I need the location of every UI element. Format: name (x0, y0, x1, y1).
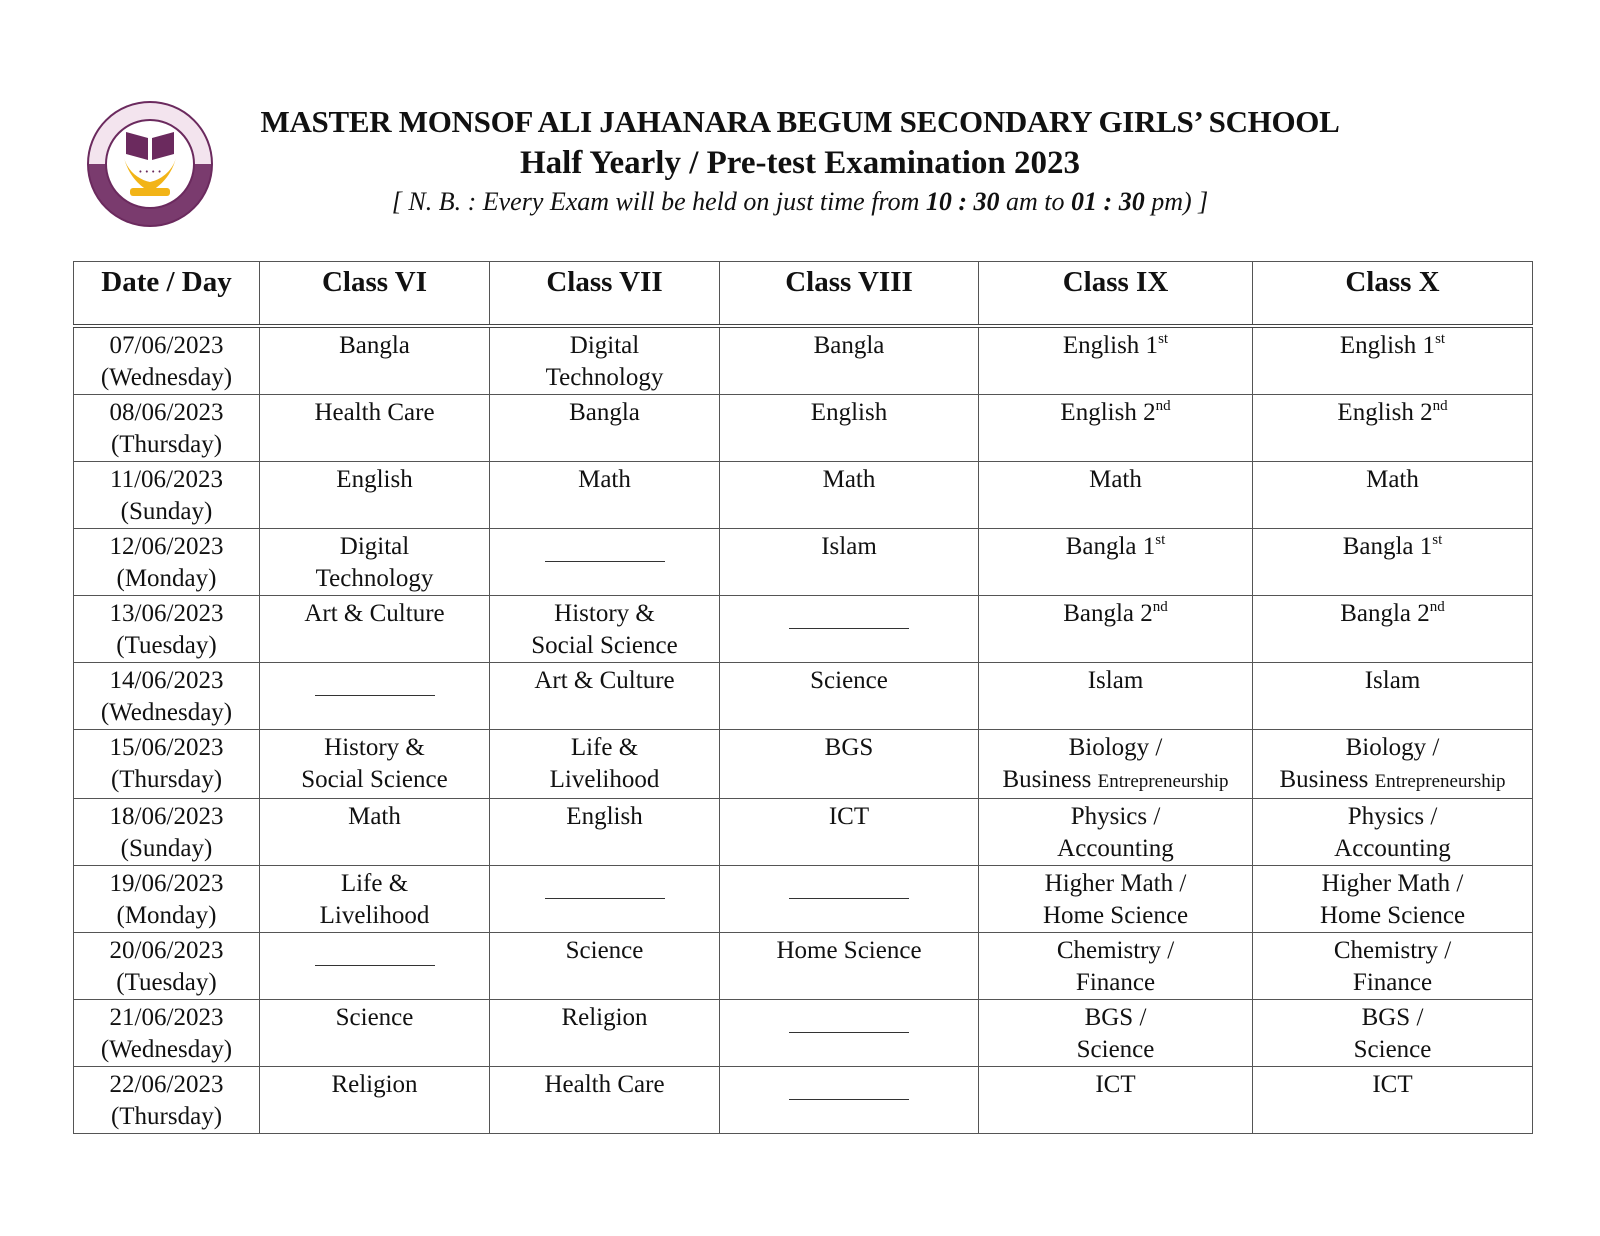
ordinal-suffix: st (1435, 331, 1446, 347)
ordinal-suffix: nd (1432, 398, 1448, 414)
subject-text: Science (810, 667, 888, 694)
exam-date: 19/06/2023 (109, 870, 224, 897)
exam-time-note (220, 185, 1380, 219)
school-name: MASTER MONSOF ALI JAHANARA BEGUM SECONDARY GIRLS’ SCHOOL (260, 104, 1340, 139)
exam-day: (Wednesday) (100, 364, 233, 391)
subject-text: Bangla 1 (1065, 533, 1156, 560)
subject-cell-class-ix (979, 596, 1253, 663)
subject-line (722, 801, 976, 833)
exam-date: 14/06/2023 (109, 667, 224, 694)
subject-cell-class-ix (979, 866, 1253, 933)
no-exam-dash (315, 965, 435, 966)
date-day-cell (74, 529, 260, 596)
subject-text: English 2 (1060, 399, 1156, 426)
subject-cell-class-vii (490, 529, 720, 596)
date-day-cell (74, 866, 260, 933)
ordinal-suffix: st (1432, 532, 1443, 548)
subject-text: Digital (569, 332, 640, 359)
school-logo (86, 100, 214, 228)
exam-date: 12/06/2023 (109, 533, 224, 560)
subject-text: English 1 (1339, 332, 1436, 359)
exam-day: (Sunday) (120, 835, 213, 862)
subject-cell-class-ix (979, 326, 1253, 395)
subject-cell-class-viii (720, 933, 979, 1000)
subject-text: Finance (1352, 969, 1433, 996)
subject-line (722, 397, 976, 429)
exam-date: 15/06/2023 (109, 734, 224, 761)
subject-cell-class-vii (490, 596, 720, 663)
subject-line (722, 531, 976, 563)
no-exam-dash (545, 898, 665, 899)
subject-text: Business (1279, 766, 1375, 793)
subject-line (1255, 330, 1530, 362)
date-day-cell (74, 933, 260, 1000)
subject-cell-class-ix (979, 799, 1253, 866)
subject-cell-class-vii (490, 663, 720, 730)
subject-cell-class-vii (490, 799, 720, 866)
subject-text: English 2 (1337, 399, 1433, 426)
date-day-cell (74, 462, 260, 529)
exam-day: (Thursday) (110, 1103, 223, 1130)
subject-line (492, 764, 717, 796)
table-row (74, 866, 1533, 933)
subject-text: Livelihood (549, 766, 660, 793)
subject-text: Home Science (1042, 902, 1189, 929)
date-day-cell (74, 326, 260, 395)
subject-line (1255, 801, 1530, 833)
column-header-class-viii: Class VIII (720, 262, 979, 327)
subject-text: Math (348, 803, 401, 830)
subject-text: English (810, 399, 888, 426)
subject-text: Science (1076, 1036, 1155, 1063)
subject-cell-class-vi (260, 596, 490, 663)
subject-text: English (566, 803, 643, 830)
subject-text: Livelihood (319, 902, 430, 929)
table-row (74, 663, 1533, 730)
column-header-class-vi: Class VI (260, 262, 490, 327)
subject-cell-class-viii (720, 730, 979, 799)
exam-date: 22/06/2023 (109, 1071, 224, 1098)
subject-cell-class-vi (260, 529, 490, 596)
exam-day: (Tuesday) (116, 969, 217, 996)
date-day-cell (74, 596, 260, 663)
subject-text: Islam (821, 533, 877, 560)
subject-cell-class-x (1253, 1000, 1533, 1067)
table-row (74, 799, 1533, 866)
subject-cell-class-vi (260, 1000, 490, 1067)
subject-cell-class-x (1253, 799, 1533, 866)
note-suffix: pm) ] (1144, 187, 1209, 216)
subject-line (1255, 732, 1530, 764)
subject-line (262, 900, 487, 932)
subject-cell-class-vii (490, 730, 720, 799)
exam-date: 11/06/2023 (110, 466, 223, 493)
subject-line (981, 397, 1250, 429)
subject-cell-class-vii (490, 933, 720, 1000)
subject-line (981, 732, 1250, 764)
ordinal-suffix: nd (1155, 398, 1171, 414)
date-day-cell (74, 730, 260, 799)
subject-line (1255, 464, 1530, 496)
subject-line (981, 1002, 1250, 1034)
subject-cell-class-ix (979, 1067, 1253, 1134)
subject-cell-class-ix (979, 395, 1253, 462)
subject-line (1255, 967, 1530, 999)
subject-line (492, 598, 717, 630)
subject-text: Math (578, 466, 631, 493)
subject-cell-class-x (1253, 326, 1533, 395)
date-day-cell (74, 395, 260, 462)
subject-text: English (336, 466, 413, 493)
exam-date: 20/06/2023 (109, 937, 224, 964)
subject-text: Technology (545, 364, 664, 391)
subject-text: BGS / (1361, 1004, 1424, 1031)
subject-line (722, 732, 976, 764)
subject-text: Technology (315, 565, 434, 592)
subject-cell-class-vi (260, 462, 490, 529)
subject-line (262, 1002, 487, 1034)
no-exam-dash (789, 1032, 909, 1033)
no-exam-dash (789, 1099, 909, 1100)
subject-line (492, 362, 717, 394)
ordinal-suffix: st (1158, 331, 1169, 347)
subject-cell-class-ix (979, 663, 1253, 730)
subject-cell-class-x (1253, 730, 1533, 799)
subject-line (1255, 1002, 1530, 1034)
subject-text: Religion (331, 1071, 418, 1098)
subject-line (492, 665, 717, 697)
subject-cell-class-ix (979, 933, 1253, 1000)
subject-line (1255, 833, 1530, 865)
subject-line (262, 563, 487, 595)
ordinal-suffix: nd (1429, 599, 1445, 615)
subject-text: Science (565, 937, 644, 964)
school-emblem-icon (86, 100, 214, 228)
subject-text: Home Science (1319, 902, 1466, 929)
subject-text: Biology / (1068, 734, 1163, 761)
subject-cell-class-viii (720, 1067, 979, 1134)
subject-line (1255, 665, 1530, 697)
subject-text: Art & Culture (304, 600, 445, 627)
subject-line (492, 464, 717, 496)
subject-line (722, 935, 976, 967)
subject-cell-class-x (1253, 395, 1533, 462)
subject-cell-class-viii (720, 462, 979, 529)
table-body (74, 326, 1533, 1134)
no-exam-dash (789, 628, 909, 629)
subject-cell-class-viii (720, 596, 979, 663)
exam-date: 18/06/2023 (109, 803, 224, 830)
subject-line (981, 868, 1250, 900)
subject-cell-class-viii (720, 866, 979, 933)
table-row (74, 395, 1533, 462)
subject-cell-class-ix (979, 462, 1253, 529)
subject-line (1255, 868, 1530, 900)
subject-line (262, 531, 487, 563)
subject-cell-class-viii (720, 326, 979, 395)
subject-text: Math (822, 466, 876, 493)
subject-text: Health Care (314, 399, 435, 426)
subject-line (722, 330, 976, 362)
subject-line (981, 935, 1250, 967)
date-day-cell (74, 799, 260, 866)
table-header-row (74, 262, 1533, 327)
subject-text: Bangla 1 (1342, 533, 1433, 560)
subject-cell-class-vii (490, 395, 720, 462)
note-mid: am to (999, 187, 1072, 216)
subject-cell-class-vi (260, 730, 490, 799)
svg-text:• • • •: • • • • (138, 168, 162, 176)
exam-routine-table (73, 261, 1533, 1134)
subject-cell-class-x (1253, 933, 1533, 1000)
subject-text: Digital (339, 533, 410, 560)
subject-cell-class-viii (720, 529, 979, 596)
subject-text: Social Science (301, 766, 448, 793)
subject-text: BGS / (1084, 1004, 1147, 1031)
subject-line (981, 598, 1250, 630)
subject-cell-class-vi (260, 933, 490, 1000)
exam-date: 08/06/2023 (109, 399, 224, 426)
column-header-class-ix: Class IX (979, 262, 1253, 327)
exam-day: (Wednesday) (100, 1036, 233, 1063)
subject-line (981, 1034, 1250, 1066)
subject-line (492, 1002, 717, 1034)
subject-text: Bangla 2 (1063, 600, 1153, 627)
subject-cell-class-viii (720, 663, 979, 730)
document-header (220, 104, 1380, 219)
subject-cell-class-viii (720, 395, 979, 462)
subject-subtext: Entrepreneurship (1097, 771, 1229, 792)
subject-text: Bangla (569, 399, 640, 426)
subject-line (262, 732, 487, 764)
table-row (74, 462, 1533, 529)
subject-cell-class-vii (490, 1000, 720, 1067)
subject-line (492, 397, 717, 429)
exam-day: (Sunday) (120, 498, 213, 525)
subject-text: Physics / (1070, 803, 1161, 830)
subject-text: History & (324, 734, 425, 761)
subject-text: Physics / (1347, 803, 1438, 830)
subject-text: Math (1366, 466, 1419, 493)
subject-text: Home Science (776, 937, 922, 964)
subject-text: History & (554, 600, 655, 627)
exam-day: (Monday) (116, 902, 217, 929)
exam-day: (Wednesday) (100, 699, 233, 726)
subject-text: Science (335, 1004, 414, 1031)
subject-text: Bangla (339, 332, 410, 359)
subject-cell-class-x (1253, 462, 1533, 529)
subject-line (981, 1069, 1250, 1101)
table-row (74, 326, 1533, 395)
table-row (74, 596, 1533, 663)
note-start-time: 10 : 30 (925, 187, 1000, 216)
subject-line (262, 868, 487, 900)
subject-line (262, 1069, 487, 1101)
date-day-cell (74, 1000, 260, 1067)
ordinal-suffix: nd (1152, 599, 1168, 615)
subject-cell-class-vi (260, 326, 490, 395)
subject-text: Life & (340, 870, 409, 897)
subject-line (492, 801, 717, 833)
subject-line (981, 833, 1250, 865)
subject-line (262, 801, 487, 833)
subject-text: ICT (1095, 1071, 1136, 1098)
subject-line (981, 967, 1250, 999)
subject-cell-class-vii (490, 1067, 720, 1134)
subject-subtext: Entrepreneurship (1374, 771, 1506, 792)
subject-cell-class-ix (979, 1000, 1253, 1067)
exam-day: (Thursday) (110, 431, 223, 458)
subject-text: Chemistry / (1056, 937, 1175, 964)
subject-line (981, 900, 1250, 932)
exam-day: (Tuesday) (116, 632, 217, 659)
exam-day: (Monday) (116, 565, 217, 592)
table-row (74, 529, 1533, 596)
subject-line (981, 531, 1250, 563)
subject-text: Accounting (1334, 835, 1451, 862)
subject-line (1255, 900, 1530, 932)
subject-cell-class-ix (979, 730, 1253, 799)
subject-line (1255, 397, 1530, 429)
subject-cell-class-x (1253, 1067, 1533, 1134)
subject-line (981, 330, 1250, 362)
subject-cell-class-viii (720, 1000, 979, 1067)
subject-text: Bangla 2 (1340, 600, 1430, 627)
subject-line (1255, 1069, 1530, 1101)
subject-line (722, 665, 976, 697)
subject-text: Life & (570, 734, 639, 761)
subject-line (1255, 531, 1530, 563)
no-exam-dash (789, 898, 909, 899)
subject-cell-class-ix (979, 529, 1253, 596)
subject-line (262, 598, 487, 630)
subject-line (492, 330, 717, 362)
subject-text: Higher Math / (1321, 870, 1464, 897)
subject-cell-class-x (1253, 866, 1533, 933)
subject-text: English 1 (1062, 332, 1159, 359)
subject-line (1255, 1034, 1530, 1066)
subject-line (262, 330, 487, 362)
subject-text: ICT (828, 803, 870, 830)
subject-cell-class-vi (260, 663, 490, 730)
column-header-class-x: Class X (1253, 262, 1533, 327)
subject-text: Social Science (531, 632, 678, 659)
subject-text: Biology / (1345, 734, 1440, 761)
column-header-class-vii: Class VII (490, 262, 720, 327)
note-end-time: 01 : 30 (1071, 187, 1145, 216)
subject-text: Health Care (544, 1071, 665, 1098)
subject-cell-class-viii (720, 799, 979, 866)
date-day-cell (74, 663, 260, 730)
subject-cell-class-vi (260, 395, 490, 462)
date-day-cell (74, 1067, 260, 1134)
subject-text: Art & Culture (534, 667, 675, 694)
subject-text: Islam (1087, 667, 1144, 694)
subject-line (262, 764, 487, 796)
subject-text: Islam (1364, 667, 1421, 694)
subject-line (981, 764, 1250, 798)
subject-cell-class-vii (490, 866, 720, 933)
exam-title: Half Yearly / Pre-test Examination 2023 (519, 145, 1080, 181)
subject-text: Accounting (1057, 835, 1174, 862)
subject-line (981, 801, 1250, 833)
subject-line (981, 665, 1250, 697)
subject-line (262, 464, 487, 496)
subject-cell-class-vi (260, 799, 490, 866)
subject-line (981, 464, 1250, 496)
subject-cell-class-x (1253, 663, 1533, 730)
subject-text: BGS (824, 734, 874, 761)
ordinal-suffix: st (1155, 532, 1166, 548)
table-row (74, 730, 1533, 799)
no-exam-dash (545, 561, 665, 562)
exam-date: 21/06/2023 (109, 1004, 224, 1031)
subject-cell-class-vi (260, 866, 490, 933)
subject-text: Chemistry / (1333, 937, 1452, 964)
subject-text: Math (1089, 466, 1142, 493)
subject-text: Business (1002, 766, 1098, 793)
subject-line (722, 464, 976, 496)
subject-text: Finance (1075, 969, 1156, 996)
subject-text: Higher Math / (1044, 870, 1187, 897)
subject-line (492, 935, 717, 967)
subject-cell-class-vii (490, 326, 720, 395)
table-row (74, 933, 1533, 1000)
exam-date: 07/06/2023 (109, 332, 224, 359)
note-prefix: [ N. B. : Every Exam will be held on just time from (391, 187, 926, 216)
subject-line (492, 732, 717, 764)
table-row (74, 1067, 1533, 1134)
subject-line (1255, 764, 1530, 798)
subject-text: Science (1353, 1036, 1432, 1063)
subject-text: Religion (561, 1004, 648, 1031)
exam-day: (Thursday) (110, 766, 223, 793)
subject-cell-class-x (1253, 596, 1533, 663)
no-exam-dash (315, 695, 435, 696)
column-header-date: Date / Day (74, 262, 260, 327)
subject-text: ICT (1372, 1071, 1413, 1098)
subject-line (492, 1069, 717, 1101)
subject-line (492, 630, 717, 662)
exam-date: 13/06/2023 (109, 600, 224, 627)
subject-cell-class-vi (260, 1067, 490, 1134)
subject-line (1255, 935, 1530, 967)
subject-line (262, 397, 487, 429)
table-row (74, 1000, 1533, 1067)
subject-line (1255, 598, 1530, 630)
subject-text: Bangla (813, 332, 885, 359)
subject-cell-class-x (1253, 529, 1533, 596)
subject-cell-class-vii (490, 462, 720, 529)
